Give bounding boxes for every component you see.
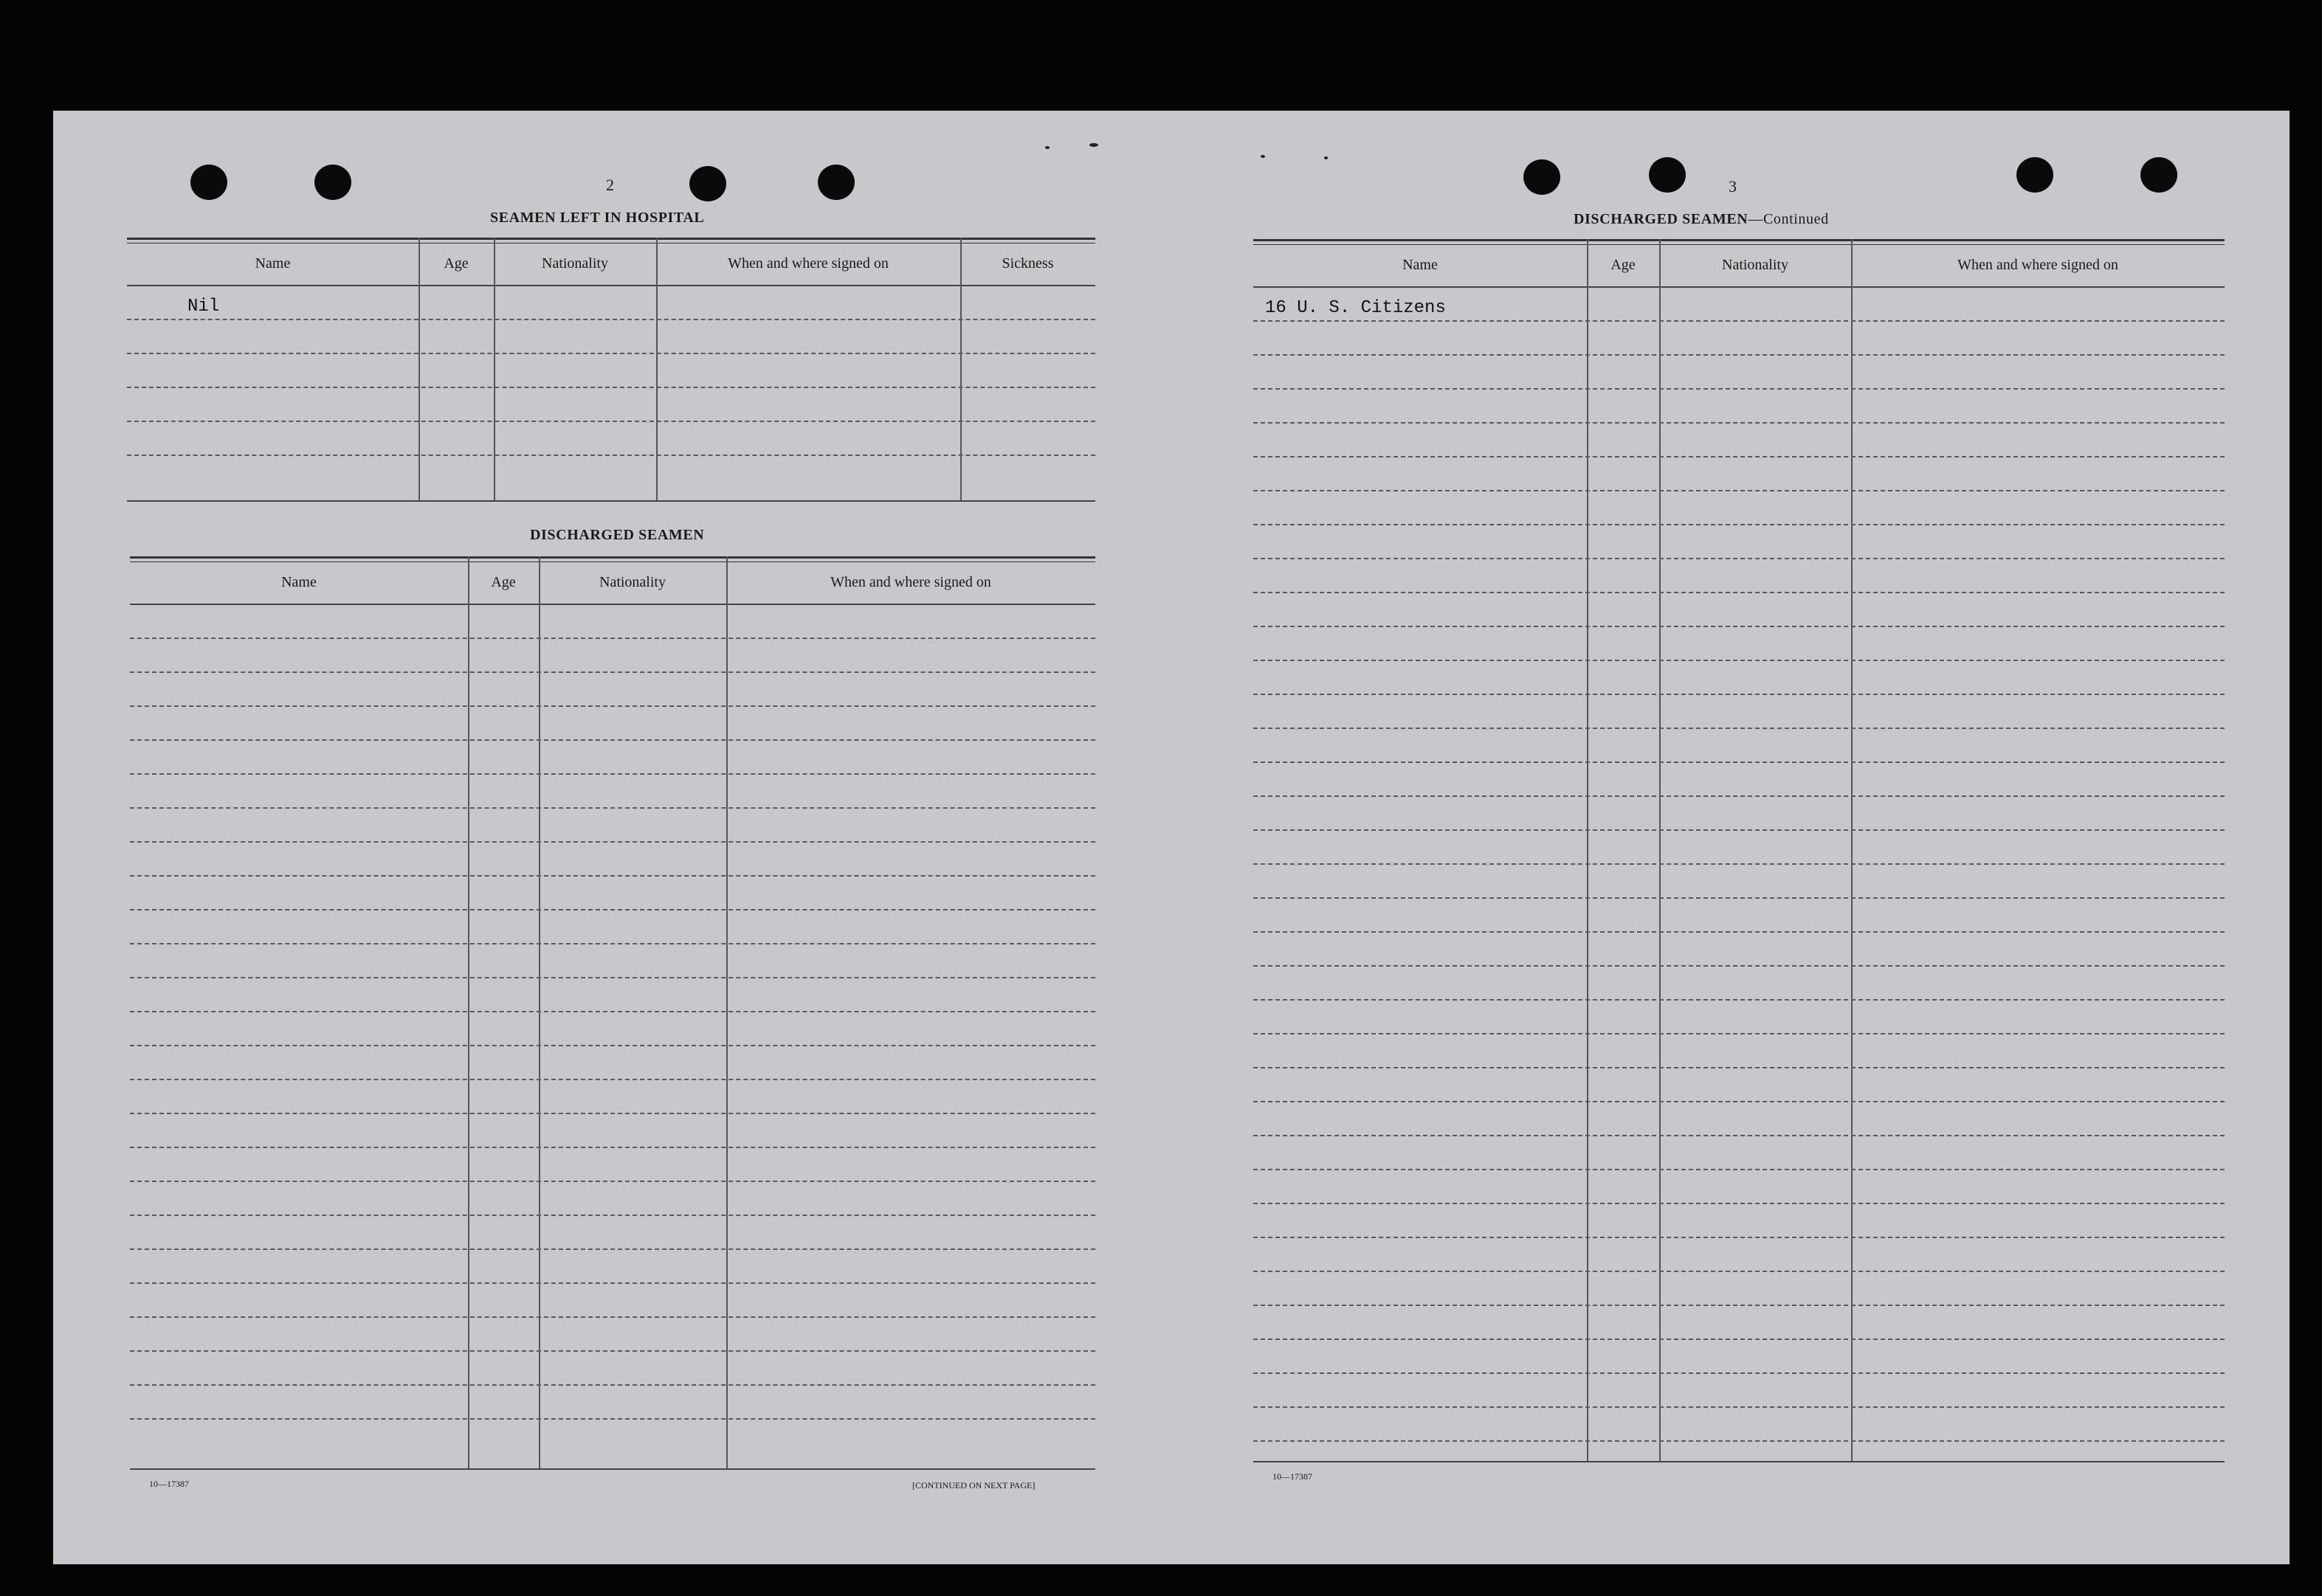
column-header-age: Age [1610,257,1636,273]
row-rule [1253,320,2225,322]
table-top-rule [130,556,1095,562]
row-rule [1253,1169,2225,1170]
punch-hole [818,165,855,200]
punch-hole [190,165,227,200]
row-rule [1253,728,2225,729]
row-rule [1253,897,2225,899]
row-rule [1253,1338,2225,1340]
row-rule [1253,1101,2225,1102]
column-divider [726,556,728,1468]
row-rule [1253,1135,2225,1136]
punch-hole [1649,157,1686,193]
row-rule [1253,1440,2225,1442]
column-divider [656,238,658,500]
row-rule [1253,1271,2225,1272]
row-rule [1253,456,2225,457]
discharged-table-left [130,556,1095,1470]
column-header-name: Name [255,255,291,272]
row-rule [130,1418,1095,1420]
row-rule [130,1384,1095,1386]
row-rule [130,841,1095,843]
page-number-right: 3 [1729,177,1737,196]
row-rule [130,638,1095,639]
row-rule [130,739,1095,741]
row-rule [130,1316,1095,1318]
row-rule [1253,829,2225,831]
row-rule [1253,1372,2225,1374]
punch-hole [1523,159,1560,195]
paper-speck [1089,143,1098,147]
row-rule [1253,863,2225,865]
header-rule [1253,286,2225,288]
hospital-section-title: SEAMEN LEFT IN HOSPITAL [490,210,705,226]
row-rule [1253,795,2225,797]
column-header-nationality: Nationality [542,255,608,272]
column-header-sickness: Sickness [1002,255,1054,272]
row-rule [1253,388,2225,390]
row-rule [130,977,1095,978]
row-rule [127,353,1095,354]
row-rule [1253,965,2225,967]
paper-speck [1324,156,1328,159]
row-rule [1253,931,2225,933]
row-rule [1253,660,2225,661]
row-rule [130,1045,1095,1046]
punch-hole [2016,157,2053,193]
row-rule [130,1079,1095,1080]
row-rule [1253,1305,2225,1306]
row-rule [130,1181,1095,1182]
continued-note: [CONTINUED ON NEXT PAGE] [912,1480,1036,1490]
paper-sheet [53,111,2290,1564]
row-rule [1253,1033,2225,1034]
paper-speck [1045,146,1050,149]
row-rule [1253,592,2225,593]
row-rule [1253,1203,2225,1204]
column-header-name: Name [281,574,317,590]
table-bottom-rule [130,1468,1095,1470]
column-header-signed-on: When and where signed on [830,574,991,590]
row-rule [1253,558,2225,559]
column-divider [960,238,962,500]
paper-speck [1261,155,1265,158]
column-header-nationality: Nationality [1722,257,1788,273]
column-header-age: Age [444,255,469,272]
row-rule [127,455,1095,456]
row-rule [130,1248,1095,1250]
row-rule [130,909,1095,911]
row-rule [130,1147,1095,1148]
row-rule [130,1282,1095,1284]
row-rule [1253,761,2225,763]
row-rule [1253,524,2225,525]
row-rule [1253,999,2225,1001]
row-rule [1253,490,2225,491]
row-rule [1253,626,2225,627]
row-rule [127,319,1095,320]
table-top-rule [1253,239,2225,245]
row-rule [130,705,1095,707]
column-header-name: Name [1402,257,1438,273]
column-header-age: Age [491,574,516,590]
discharged-section-title: DISCHARGED SEAMEN [530,527,705,543]
row-rule [1253,422,2225,424]
discharged-continued-title [1574,211,1829,228]
column-header-signed-on: When and where signed on [728,255,889,272]
row-rule [130,807,1095,809]
punch-hole [689,166,726,201]
hospital-table [127,238,1095,503]
row-rule [130,1350,1095,1352]
column-divider [418,238,420,500]
discharged-entry-name: 16 U. S. Citizens [1265,298,1446,318]
header-rule [130,604,1095,605]
row-rule [1253,1406,2225,1408]
page-number-left: 2 [606,176,614,194]
column-divider [468,556,469,1468]
row-rule [130,671,1095,673]
column-divider [539,556,540,1468]
column-header-nationality: Nationality [599,574,666,590]
column-header-signed-on: When and where signed on [1957,257,2118,273]
row-rule [130,1215,1095,1216]
table-bottom-rule [1253,1461,2225,1462]
continued-suffix: —Continued [1748,211,1829,227]
column-divider [494,238,495,500]
discharged-table-right [1253,239,2225,1464]
row-rule [130,875,1095,877]
hospital-entry-name: Nil [187,297,220,317]
row-rule [130,773,1095,775]
discharged-continued-title-text: DISCHARGED SEAMEN [1574,211,1749,227]
header-rule [127,285,1095,286]
punch-hole [2140,157,2177,193]
row-rule [130,1113,1095,1114]
table-top-rule [127,238,1095,243]
row-rule [130,943,1095,944]
row-rule [127,387,1095,388]
row-rule [1253,354,2225,356]
row-rule [130,1011,1095,1012]
table-bottom-rule [127,500,1095,502]
punch-hole [314,165,351,200]
row-rule [1253,1237,2225,1238]
row-rule [1253,694,2225,695]
row-rule [127,421,1095,422]
row-rule [1253,1067,2225,1068]
form-number-left: 10—17387 [149,1479,189,1489]
form-number-right: 10—17387 [1272,1471,1312,1482]
